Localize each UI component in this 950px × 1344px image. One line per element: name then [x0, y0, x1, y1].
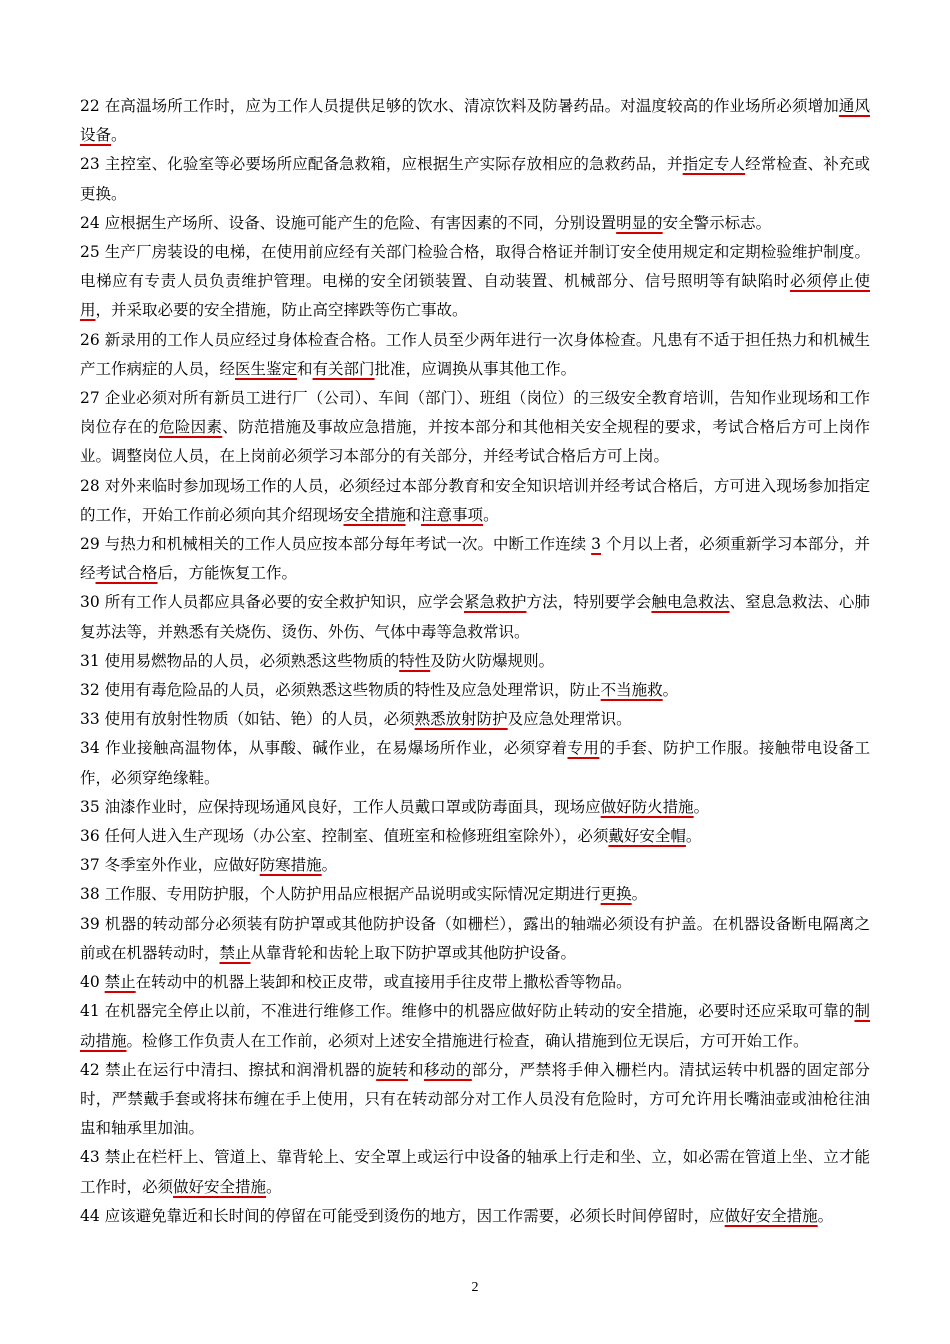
- clause-paragraph: [80, 647, 870, 676]
- clause-text: 34 作业接触高温物体，从事酸、碱作业，在易爆场所作业，必须穿着: [80, 739, 568, 758]
- underlined-keyword: 熟悉放射防护: [414, 710, 508, 729]
- clause-text: 的手套、防护工作服。接触带电设备工作，必须穿绝缘鞋。: [80, 739, 870, 787]
- clause-text: 。: [662, 681, 679, 700]
- clause-text: 从靠背轮和齿轮上取下防护罩或其他防护设备。: [250, 943, 577, 962]
- clause-text: 35 油漆作业时，应保持现场通风良好，工作人员戴口罩或防毒面具，现场应: [80, 797, 601, 816]
- clause-paragraph: [80, 384, 870, 472]
- clause-text: 批准，应调换从事其他工作。: [374, 359, 577, 378]
- clause-paragraph: [80, 588, 870, 646]
- clause-text: 26 新录用的工作人员应经过身体检查合格。工作人员至少两年进行一次身体检查。凡患有不适于担任热力和机械生产工作病症的人员，经: [80, 330, 870, 378]
- clause-text: 部分，严禁将手伸入栅栏内。清拭运转中机器的固定部分时，严禁戴手套或将抹布缠在手上使用，只有在转动部分对工作人员没有危险时，方可允许用长嘴油壶或油枪往油盅和轴承里加油。: [80, 1060, 870, 1138]
- underlined-keyword: 危险因素: [159, 418, 223, 437]
- clause-text: 。: [266, 1177, 282, 1196]
- clause-text: 在转动中的机器上装卸和校正皮带，或直接用手往皮带上撒松香等物品。: [135, 973, 632, 992]
- clause-text: 40: [80, 973, 105, 992]
- underlined-keyword: 必须停止使用: [80, 272, 870, 320]
- clause-text: 经常检查、补充或更换。: [80, 155, 870, 203]
- clause-paragraph: [80, 530, 870, 588]
- clause-text: 31 使用易燃物品的人员，必须熟悉这些物质的: [80, 651, 400, 670]
- clause-paragraph: [80, 822, 870, 851]
- clause-paragraph: [80, 326, 870, 384]
- clause-text: 30 所有工作人员都应具备必要的安全救护知识，应学会: [80, 593, 464, 612]
- clause-paragraph: [80, 472, 870, 530]
- underlined-keyword: 考试合格: [95, 564, 158, 583]
- underlined-keyword: 特性: [399, 651, 431, 670]
- clause-text: 38 工作服、专用防护服，个人防护用品应根据产品说明或实际情况定期进行: [80, 885, 601, 904]
- underlined-keyword: 移动的: [423, 1060, 472, 1079]
- underlined-keyword: 专用: [567, 739, 600, 758]
- underlined-keyword: 禁止: [219, 943, 251, 962]
- clause-text: 41 在机器完全停止以前，不准进行维修工作。维修中的机器应做好防止转动的安全措施，必要时还应采取可靠的: [80, 1002, 855, 1021]
- clause-paragraph: [80, 1056, 870, 1144]
- clause-text: 。: [483, 505, 499, 524]
- underlined-keyword: 禁止: [104, 973, 136, 992]
- clause-text: 个月以上者，必须重新学习本部分，并经: [80, 535, 870, 583]
- clause-paragraph: [80, 238, 870, 326]
- clause-text: 和: [408, 1060, 424, 1079]
- document-body: [80, 92, 870, 1231]
- clause-text: 29 与热力和机械相关的工作人员应按本部分每年考试一次。中断工作连续: [80, 535, 592, 554]
- clause-paragraph: [80, 209, 870, 238]
- underlined-keyword: 旋转: [376, 1060, 409, 1079]
- clause-text: 安全警示标志。: [662, 213, 772, 232]
- clause-text: 、窒息急救法、心肺复苏法等，并熟悉有关烧伤、烫伤、外伤、气体中毒等急救常识。: [80, 593, 870, 641]
- clause-paragraph: [80, 910, 870, 968]
- clause-text: 。检修工作负责人在工作前，必须对上述安全措施进行检查，确认措施到位无误后，方可开始工作。: [126, 1031, 809, 1050]
- clause-text: 方法，特别要学会: [526, 593, 652, 612]
- clause-text: 37 冬季室外作业，应做好: [80, 856, 260, 875]
- underlined-keyword: 做好防火措施: [600, 797, 694, 816]
- clause-text: 。: [631, 885, 648, 904]
- clause-text: 28 对外来临时参加现场工作的人员，必须经过本部分教育和安全知识培训并经考试合格后，方可进入现场参加指定的工作，开始工作前必须向其介绍现场: [80, 476, 870, 524]
- clause-text: 42 禁止在运行中清扫、擦拭和润滑机器的: [80, 1060, 377, 1079]
- clause-paragraph: [80, 1143, 870, 1201]
- clause-text: 22 在高温场所工作时，应为工作人员提供足够的饮水、清凉饮料及防暑药品。对温度较高的作业场所必须增加: [80, 97, 839, 115]
- clause-paragraph: [80, 705, 870, 734]
- underlined-keyword: 戴好安全帽: [608, 827, 686, 846]
- underlined-keyword: 医生鉴定: [235, 359, 298, 378]
- clause-text: 。: [685, 827, 702, 846]
- underlined-keyword: 安全措施: [343, 505, 406, 524]
- underlined-keyword: 通风设备: [80, 97, 870, 145]
- underlined-keyword: 防寒措施: [259, 856, 322, 875]
- clause-text: 43 禁止在栏杆上、管道上、靠背轮上、安全罩上或运行中设备的轴承上行走和坐、立，如必需在管道上坐、立才能工作时，必须: [80, 1148, 870, 1196]
- clause-text: 23 主控室、化验室等必要场所应配备急救箱，应根据生产实际存放相应的急救药品，并: [80, 155, 683, 174]
- underlined-keyword: 注意事项: [421, 505, 484, 524]
- clause-text: 32 使用有毒危险品的人员，必须熟悉这些物质的特性及应急处理常识，防止: [80, 681, 601, 700]
- underlined-keyword: 做好安全措施: [173, 1177, 267, 1196]
- clause-text: 33 使用有放射性物质（如钴、铯）的人员，必须: [80, 710, 415, 729]
- clause-text: 和: [405, 505, 422, 524]
- clause-paragraph: [80, 851, 870, 880]
- clause-text: 27 企业必须对所有新员工进行厂（公司）、车间（部门）、班组（岗位）的三级安全教育培训，告知作业现场和工作岗位存在的: [80, 389, 870, 437]
- clause-text: 。: [693, 797, 710, 816]
- clause-text: 。: [321, 856, 338, 875]
- clause-text: 和: [297, 359, 313, 378]
- clause-paragraph: [80, 92, 870, 150]
- clause-text: ，并采取必要的安全措施，防止高空摔跌等伤亡事故。: [95, 301, 468, 320]
- clause-text: 及防火防爆规则。: [430, 651, 555, 670]
- clause-paragraph: [80, 734, 870, 792]
- clause-text: 。: [817, 1206, 834, 1225]
- underlined-keyword: 有关部门: [312, 359, 375, 378]
- clause-paragraph: [80, 997, 870, 1055]
- clause-text: 44 应该避免靠近和长时间的停留在可能受到烫伤的地方，因工作需要，必须长时间停留时，应: [80, 1206, 725, 1225]
- clause-text: 后，方能恢复工作。: [157, 564, 298, 583]
- underlined-keyword: 触电急救法: [651, 593, 730, 612]
- underlined-keyword: 制动措施: [80, 1002, 870, 1050]
- underlined-keyword: 不当施救: [600, 681, 663, 700]
- clause-paragraph: [80, 880, 870, 909]
- underlined-keyword: 明显的: [616, 213, 663, 232]
- clause-text: 24 应根据生产场所、设备、设施可能产生的危险、有害因素的不同，分别设置: [80, 213, 617, 232]
- clause-text: 36 任何人进入生产现场（办公室、控制室、值班室和检修班组室除外），必须: [80, 827, 609, 846]
- underlined-keyword: 指定专人: [682, 155, 746, 174]
- clause-text: 。: [111, 126, 127, 145]
- clause-paragraph: [80, 1202, 870, 1231]
- clause-text: 39 机器的转动部分必须装有防护罩或其他防护设备（如栅栏），露出的轴端必须设有护盖。在机器设备断电隔离之前或在机器转动时，: [80, 914, 870, 962]
- underlined-keyword: 做好安全措施: [724, 1206, 818, 1225]
- underlined-keyword: 紧急救护: [463, 593, 527, 612]
- clause-paragraph: [80, 968, 870, 997]
- clause-text: 、防范措施及事故应急措施，并按本部分和其他相关安全规程的要求，考试合格后方可上岗作业。调整岗位人员，在上岗前必须学习本部分的有关部分，并经考试合格后方可上岗。: [80, 418, 870, 466]
- underlined-keyword: 3: [591, 535, 602, 554]
- clause-paragraph: [80, 676, 870, 705]
- clause-paragraph: [80, 793, 870, 822]
- clause-text: 及应急处理常识。: [507, 710, 632, 729]
- underlined-keyword: 更换: [600, 885, 632, 904]
- clause-text: 25 生产厂房装设的电梯，在使用前应经有关部门检验合格，取得合格证并制订安全使用规定和定期检验维护制度。电梯应有专责人员负责维护管理。电梯的安全闭锁装置、自动装置、机械部分、信号照明等有缺陷时: [80, 243, 870, 291]
- page-number: 2: [471, 1280, 479, 1295]
- clause-paragraph: [80, 150, 870, 208]
